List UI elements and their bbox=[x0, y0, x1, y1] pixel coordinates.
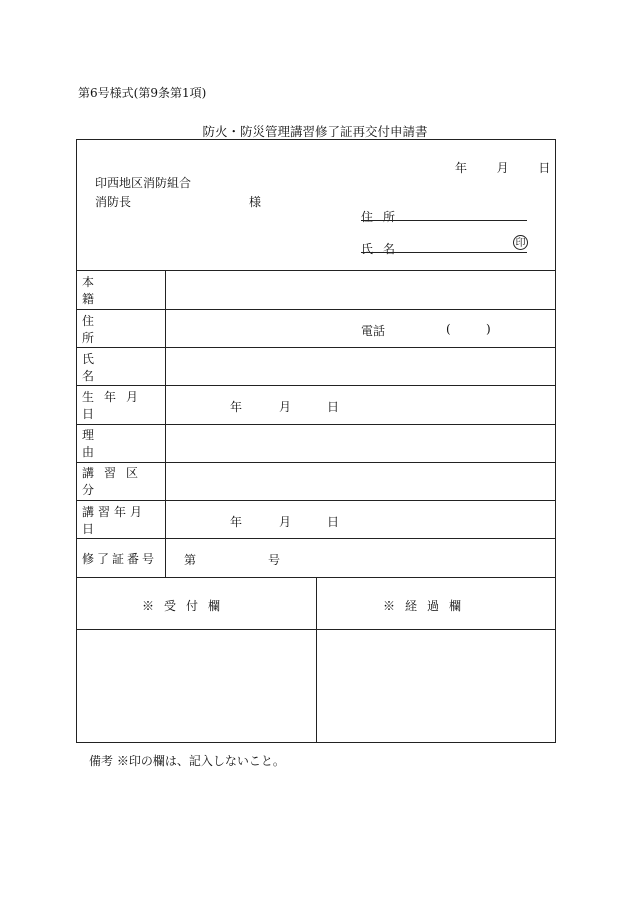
course-day-label: 日 bbox=[327, 515, 340, 529]
progress-column-header: ※経過欄 bbox=[383, 599, 472, 613]
certificate-suffix-label: 号 bbox=[268, 553, 281, 567]
certificate-number-text: 修了証番号 bbox=[82, 551, 158, 566]
date-month-label: 月 bbox=[496, 161, 509, 175]
birth-day-label: 日 bbox=[327, 400, 340, 414]
label-column-divider bbox=[165, 270, 166, 577]
reason-label bbox=[82, 428, 159, 459]
addressee-organization: 印西地区消防組合 bbox=[95, 176, 192, 190]
applicant-address-field[interactable] bbox=[361, 220, 527, 221]
phone-label: 電話 bbox=[361, 324, 386, 338]
submission-date[interactable] bbox=[455, 159, 550, 176]
applicant-name-label: 氏名 bbox=[361, 242, 406, 256]
row-divider bbox=[76, 385, 556, 386]
birth-year-label: 年 bbox=[230, 400, 243, 414]
progress-area bbox=[320, 633, 552, 739]
certificate-number-label bbox=[82, 546, 159, 570]
course-date-label bbox=[82, 505, 159, 536]
domicile-text: 本籍 bbox=[82, 275, 145, 306]
phone-close-paren: ) bbox=[486, 322, 491, 336]
phone-open-paren: ( bbox=[446, 322, 451, 336]
row-divider bbox=[76, 500, 556, 501]
addressee-honorific: 様 bbox=[249, 195, 262, 209]
row-divider bbox=[76, 462, 556, 463]
row-divider bbox=[76, 424, 556, 425]
addressee-title: 消防長 bbox=[95, 195, 132, 209]
form-number: 第6号様式(第9条第1項) bbox=[78, 86, 207, 100]
address-text: 住所 bbox=[82, 314, 145, 345]
address-field[interactable] bbox=[170, 318, 350, 340]
reception-area bbox=[80, 633, 312, 739]
reason-text: 理由 bbox=[82, 428, 145, 459]
birthdate-label bbox=[82, 390, 159, 421]
bottom-column-divider bbox=[316, 577, 317, 743]
course-category-field[interactable] bbox=[170, 471, 550, 493]
birthdate-text: 生年月日 bbox=[82, 390, 149, 421]
remarks-note: 備考 ※印の欄は、記入しないこと。 bbox=[89, 754, 285, 768]
applicant-name-field[interactable] bbox=[361, 252, 527, 253]
course-date-text: 講習年月日 bbox=[82, 505, 147, 536]
address-label bbox=[82, 314, 159, 345]
row-divider bbox=[76, 309, 556, 310]
certificate-prefix-label: 第 bbox=[184, 553, 197, 567]
course-year-label: 年 bbox=[230, 515, 243, 529]
reception-column-header: ※受付欄 bbox=[142, 599, 231, 613]
date-day-label: 日 bbox=[538, 161, 551, 175]
row-divider bbox=[76, 270, 556, 271]
reason-field[interactable] bbox=[170, 433, 550, 455]
name-label bbox=[82, 352, 159, 383]
domicile-field[interactable] bbox=[170, 280, 550, 302]
date-year-label: 年 bbox=[455, 161, 468, 175]
name-field[interactable] bbox=[170, 356, 550, 378]
applicant-address-label: 住所 bbox=[361, 210, 406, 224]
course-category-text: 講習区分 bbox=[82, 466, 149, 497]
row-divider bbox=[76, 347, 556, 348]
seal-mark-icon: 印 bbox=[513, 235, 528, 250]
name-text: 氏名 bbox=[82, 352, 145, 383]
document-title: 防火・防災管理講習修了証再交付申請書 bbox=[202, 124, 428, 139]
course-month-label: 月 bbox=[279, 515, 292, 529]
birth-month-label: 月 bbox=[279, 400, 292, 414]
domicile-label bbox=[82, 275, 159, 306]
row-divider bbox=[76, 538, 556, 539]
course-category-label bbox=[82, 466, 159, 497]
